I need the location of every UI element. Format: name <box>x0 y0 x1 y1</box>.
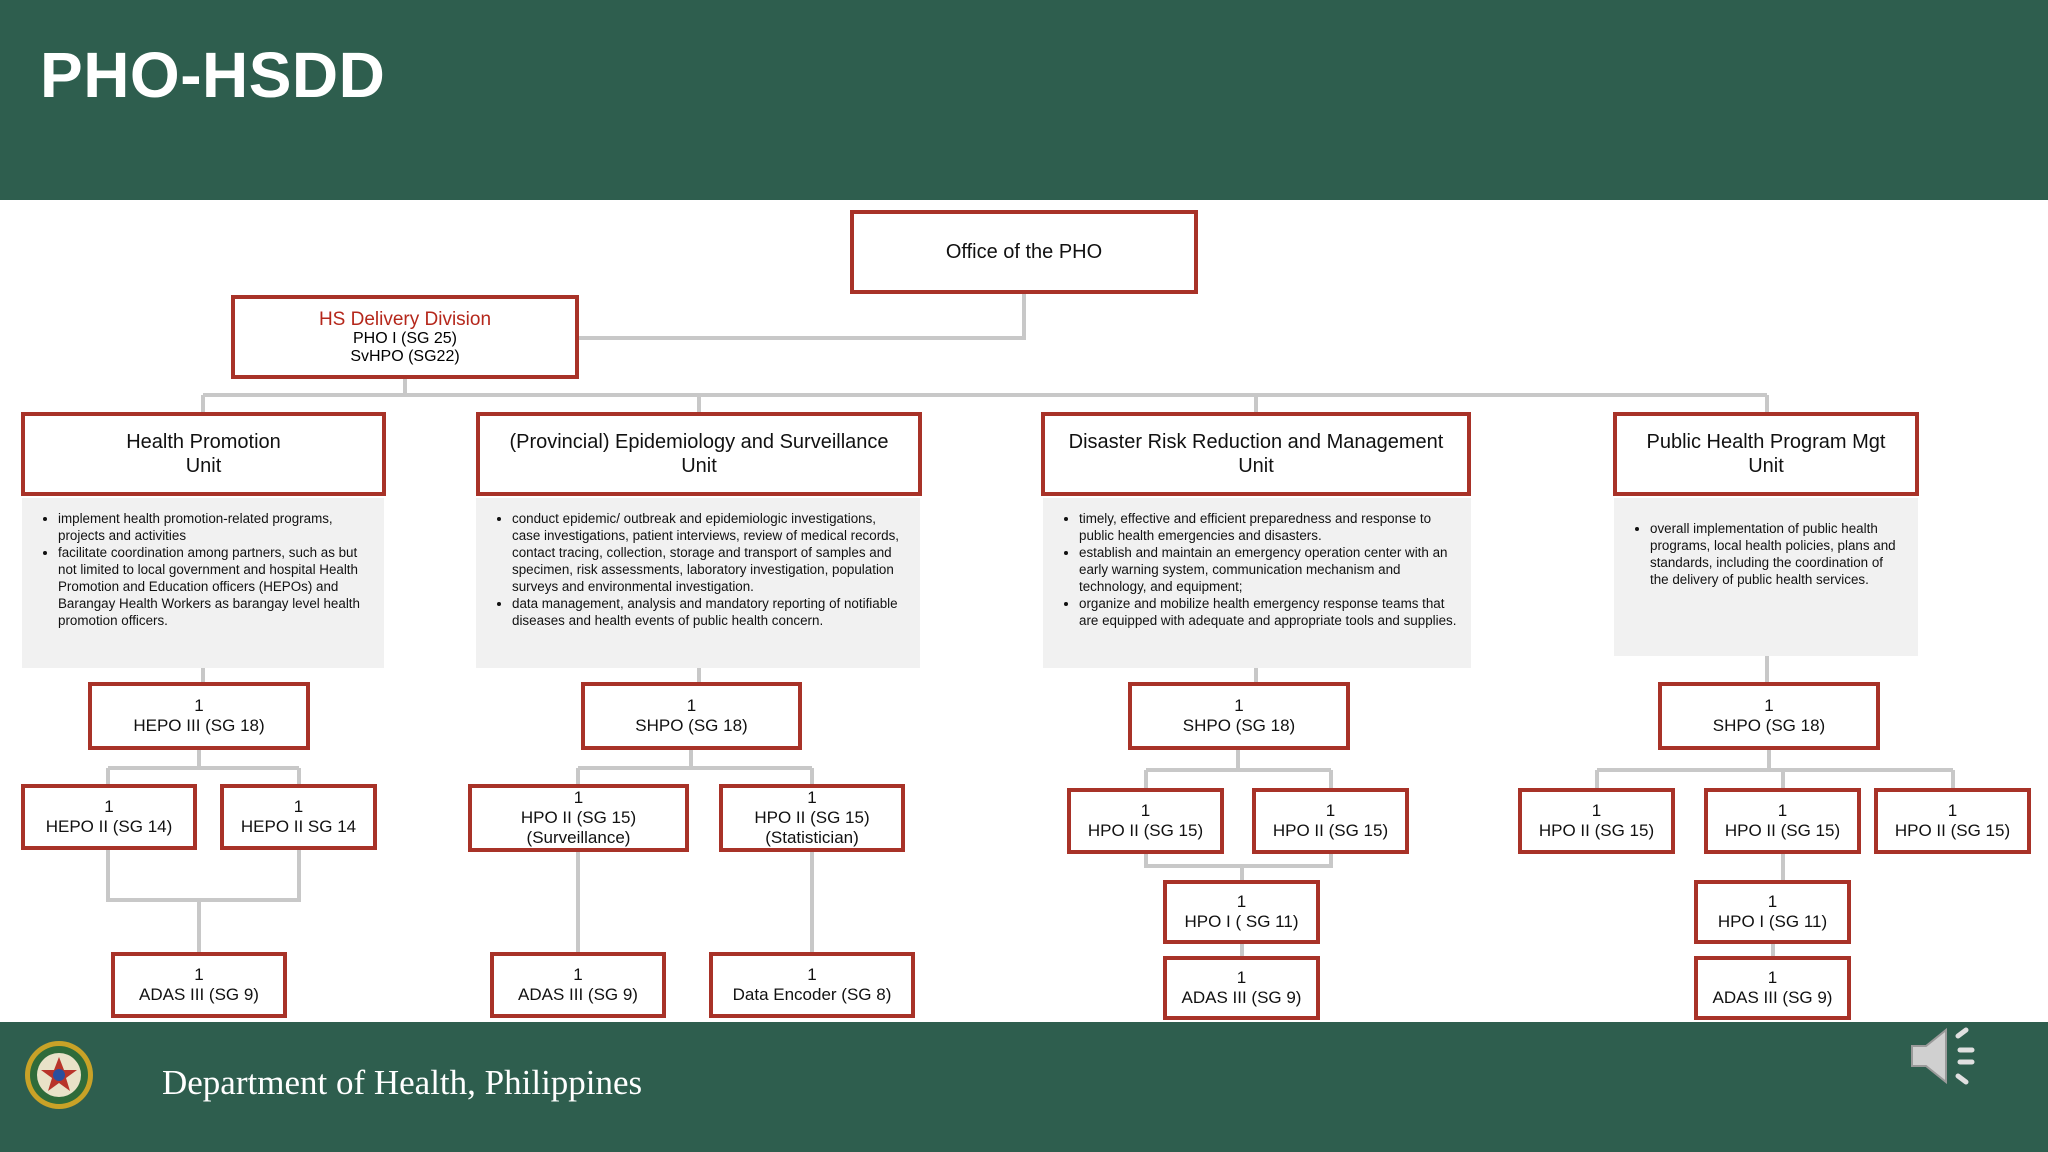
connector-u4-level2 <box>1597 750 1953 790</box>
position-count: 1 <box>1947 801 1958 820</box>
position-box <box>1874 788 2031 854</box>
position-box <box>21 784 197 850</box>
position-count: 1 <box>1236 968 1247 987</box>
unit-public-health-program-mgt <box>1613 412 1919 496</box>
position-title: HPO II (SG 15) <box>754 808 870 827</box>
description-bullet: • facilitate coordination among partners, such as but not limited to local government and hospital Health Promotion and Education officers (HEPOs) and Barangay Health Workers as barangay level health promotion officers. <box>58 544 370 629</box>
position-title: HPO II (SG 15) <box>1894 821 2011 840</box>
position-title: HPO II (SG 15) <box>1724 821 1841 840</box>
position-box <box>1163 956 1320 1020</box>
description-bullet: • timely, effective and efficient preparedness and response to public health emergencies and disasters. <box>1079 510 1457 544</box>
office-of-pho-label: Office of the PHO <box>945 241 1103 263</box>
position-box <box>709 952 915 1018</box>
position-title: HPO II (SG 15) <box>1272 821 1389 840</box>
position-box <box>1658 682 1880 750</box>
position-count: 1 <box>1591 801 1602 820</box>
position-count: 1 <box>293 797 304 816</box>
connector-u1-level2 <box>108 750 299 786</box>
doh-seal-icon <box>24 1040 94 1110</box>
position-title: HEPO III (SG 18) <box>133 716 265 735</box>
position-count: 1 <box>1764 696 1774 715</box>
connector-unit-drops <box>203 395 1767 414</box>
page-title: PHO-HSDD <box>40 39 386 111</box>
position-count: 1 <box>1777 801 1788 820</box>
unit-name-line2: Unit <box>185 455 222 477</box>
position-count: 1 <box>573 788 584 807</box>
position-title: ADAS III (SG 9) <box>1712 988 1833 1007</box>
position-title: HPO II (SG 15) <box>520 808 637 827</box>
position-count: 1 <box>807 965 817 984</box>
office-of-pho-box <box>850 210 1198 294</box>
unit-name-line2: Unit <box>681 455 717 477</box>
position-note: (Statistician) <box>765 828 859 847</box>
position-box <box>490 952 666 1018</box>
description-bullet: • conduct epidemic/ outbreak and epidemiologic investigations, case investigations, patient interviews, review of medical records, contact tracing, collection, storage and transport of samples and specimen, risk assessments, laboratory investigation, population surveys and environmental investigation. <box>512 510 906 595</box>
position-title: SHPO (SG 18) <box>1712 716 1826 735</box>
position-title: ADAS III (SG 9) <box>518 985 638 1004</box>
connector-u2-level3 <box>578 852 812 954</box>
connector-u3-level3 <box>1146 854 1331 882</box>
position-box <box>1252 788 1409 854</box>
position-box <box>220 784 377 850</box>
position-count: 1 <box>1325 801 1336 820</box>
position-box <box>1163 880 1320 944</box>
position-count: 1 <box>1236 892 1247 911</box>
unit-name-line1: Health Promotion <box>126 431 281 453</box>
position-count: 1 <box>1767 968 1778 987</box>
description-bullet: • overall implementation of public health programs, local health policies, plans and standards, including the coordination of the delivery of public health services. <box>1650 520 1904 588</box>
description-bullet: • data management, analysis and mandatory reporting of notifiable diseases and health events of public health concern. <box>512 595 906 629</box>
position-count: 1 <box>807 788 817 807</box>
connector-office-division <box>578 292 1024 338</box>
position-box <box>468 784 689 852</box>
position-count: 1 <box>1140 801 1151 820</box>
unit-description-phpm <box>1614 498 1918 656</box>
position-title: ADAS III (SG 9) <box>139 985 259 1004</box>
connector-u3-level2 <box>1146 750 1331 790</box>
description-bullet: • organize and mobilize health emergency response teams that are equipped with adequate and appropriate tools and supplies. <box>1079 595 1457 629</box>
connector-u2-level2 <box>578 750 812 786</box>
position-box <box>88 682 310 750</box>
unit-name-line1: (Provincial) Epidemiology and Surveillance <box>509 431 889 453</box>
position-title: ADAS III (SG 9) <box>1181 988 1302 1007</box>
position-count: 1 <box>573 965 583 984</box>
position-title: HPO II (SG 15) <box>1538 821 1655 840</box>
position-box <box>581 682 802 750</box>
position-count: 1 <box>686 696 697 715</box>
division-line-1: PHO I (SG 25) <box>352 329 458 347</box>
position-box <box>1694 956 1851 1020</box>
hs-delivery-division-box <box>231 295 579 379</box>
position-title: Data Encoder (SG 8) <box>732 985 892 1004</box>
position-title: HEPO II SG 14 <box>240 817 357 836</box>
footer-text: Department of Health, Philippines <box>162 1063 643 1102</box>
position-title: SHPO (SG 18) <box>635 716 748 735</box>
unit-description-drrm <box>1043 498 1471 668</box>
division-line-2: SvHPO (SG22) <box>350 347 460 365</box>
unit-name-line2: Unit <box>1238 455 1274 477</box>
position-title: HPO II (SG 15) <box>1087 821 1204 840</box>
position-title: SHPO (SG 18) <box>1182 716 1296 735</box>
position-box <box>1067 788 1224 854</box>
position-box <box>1128 682 1350 750</box>
unit-drrm <box>1041 412 1471 496</box>
position-title: HPO I (SG 11) <box>1717 912 1828 931</box>
unit-name-line1: Public Health Program Mgt <box>1646 431 1886 453</box>
description-bullet: • establish and maintain an emergency operation center with an early warning system, communication mechanism and technology, and equipment; <box>1079 544 1457 595</box>
unit-health-promotion <box>21 412 386 496</box>
unit-epidemiology-surveillance <box>476 412 922 496</box>
position-count: 1 <box>104 797 114 816</box>
position-title: HEPO II (SG 14) <box>45 817 173 836</box>
position-box <box>719 784 905 852</box>
speaker-icon[interactable] <box>1906 1016 1986 1096</box>
unit-name-line1: Disaster Risk Reduction and Management <box>1068 431 1444 453</box>
position-count: 1 <box>194 965 204 984</box>
unit-name-line2: Unit <box>1748 455 1784 477</box>
unit-description-health-promotion <box>22 498 384 668</box>
position-box <box>1518 788 1675 854</box>
position-box <box>1694 880 1851 944</box>
position-title: HPO I ( SG 11) <box>1184 912 1299 931</box>
position-count: 1 <box>1234 696 1244 715</box>
position-box <box>1704 788 1861 854</box>
description-bullet: • implement health promotion-related programs, projects and activities <box>58 510 370 544</box>
position-note: (Surveillance) <box>526 828 631 847</box>
position-box <box>111 952 287 1018</box>
division-title: HS Delivery Division <box>318 308 492 330</box>
unit-description-epidemiology <box>476 498 920 668</box>
position-count: 1 <box>1767 892 1778 911</box>
connector-u1-level3 <box>108 850 299 954</box>
position-count: 1 <box>194 696 204 715</box>
